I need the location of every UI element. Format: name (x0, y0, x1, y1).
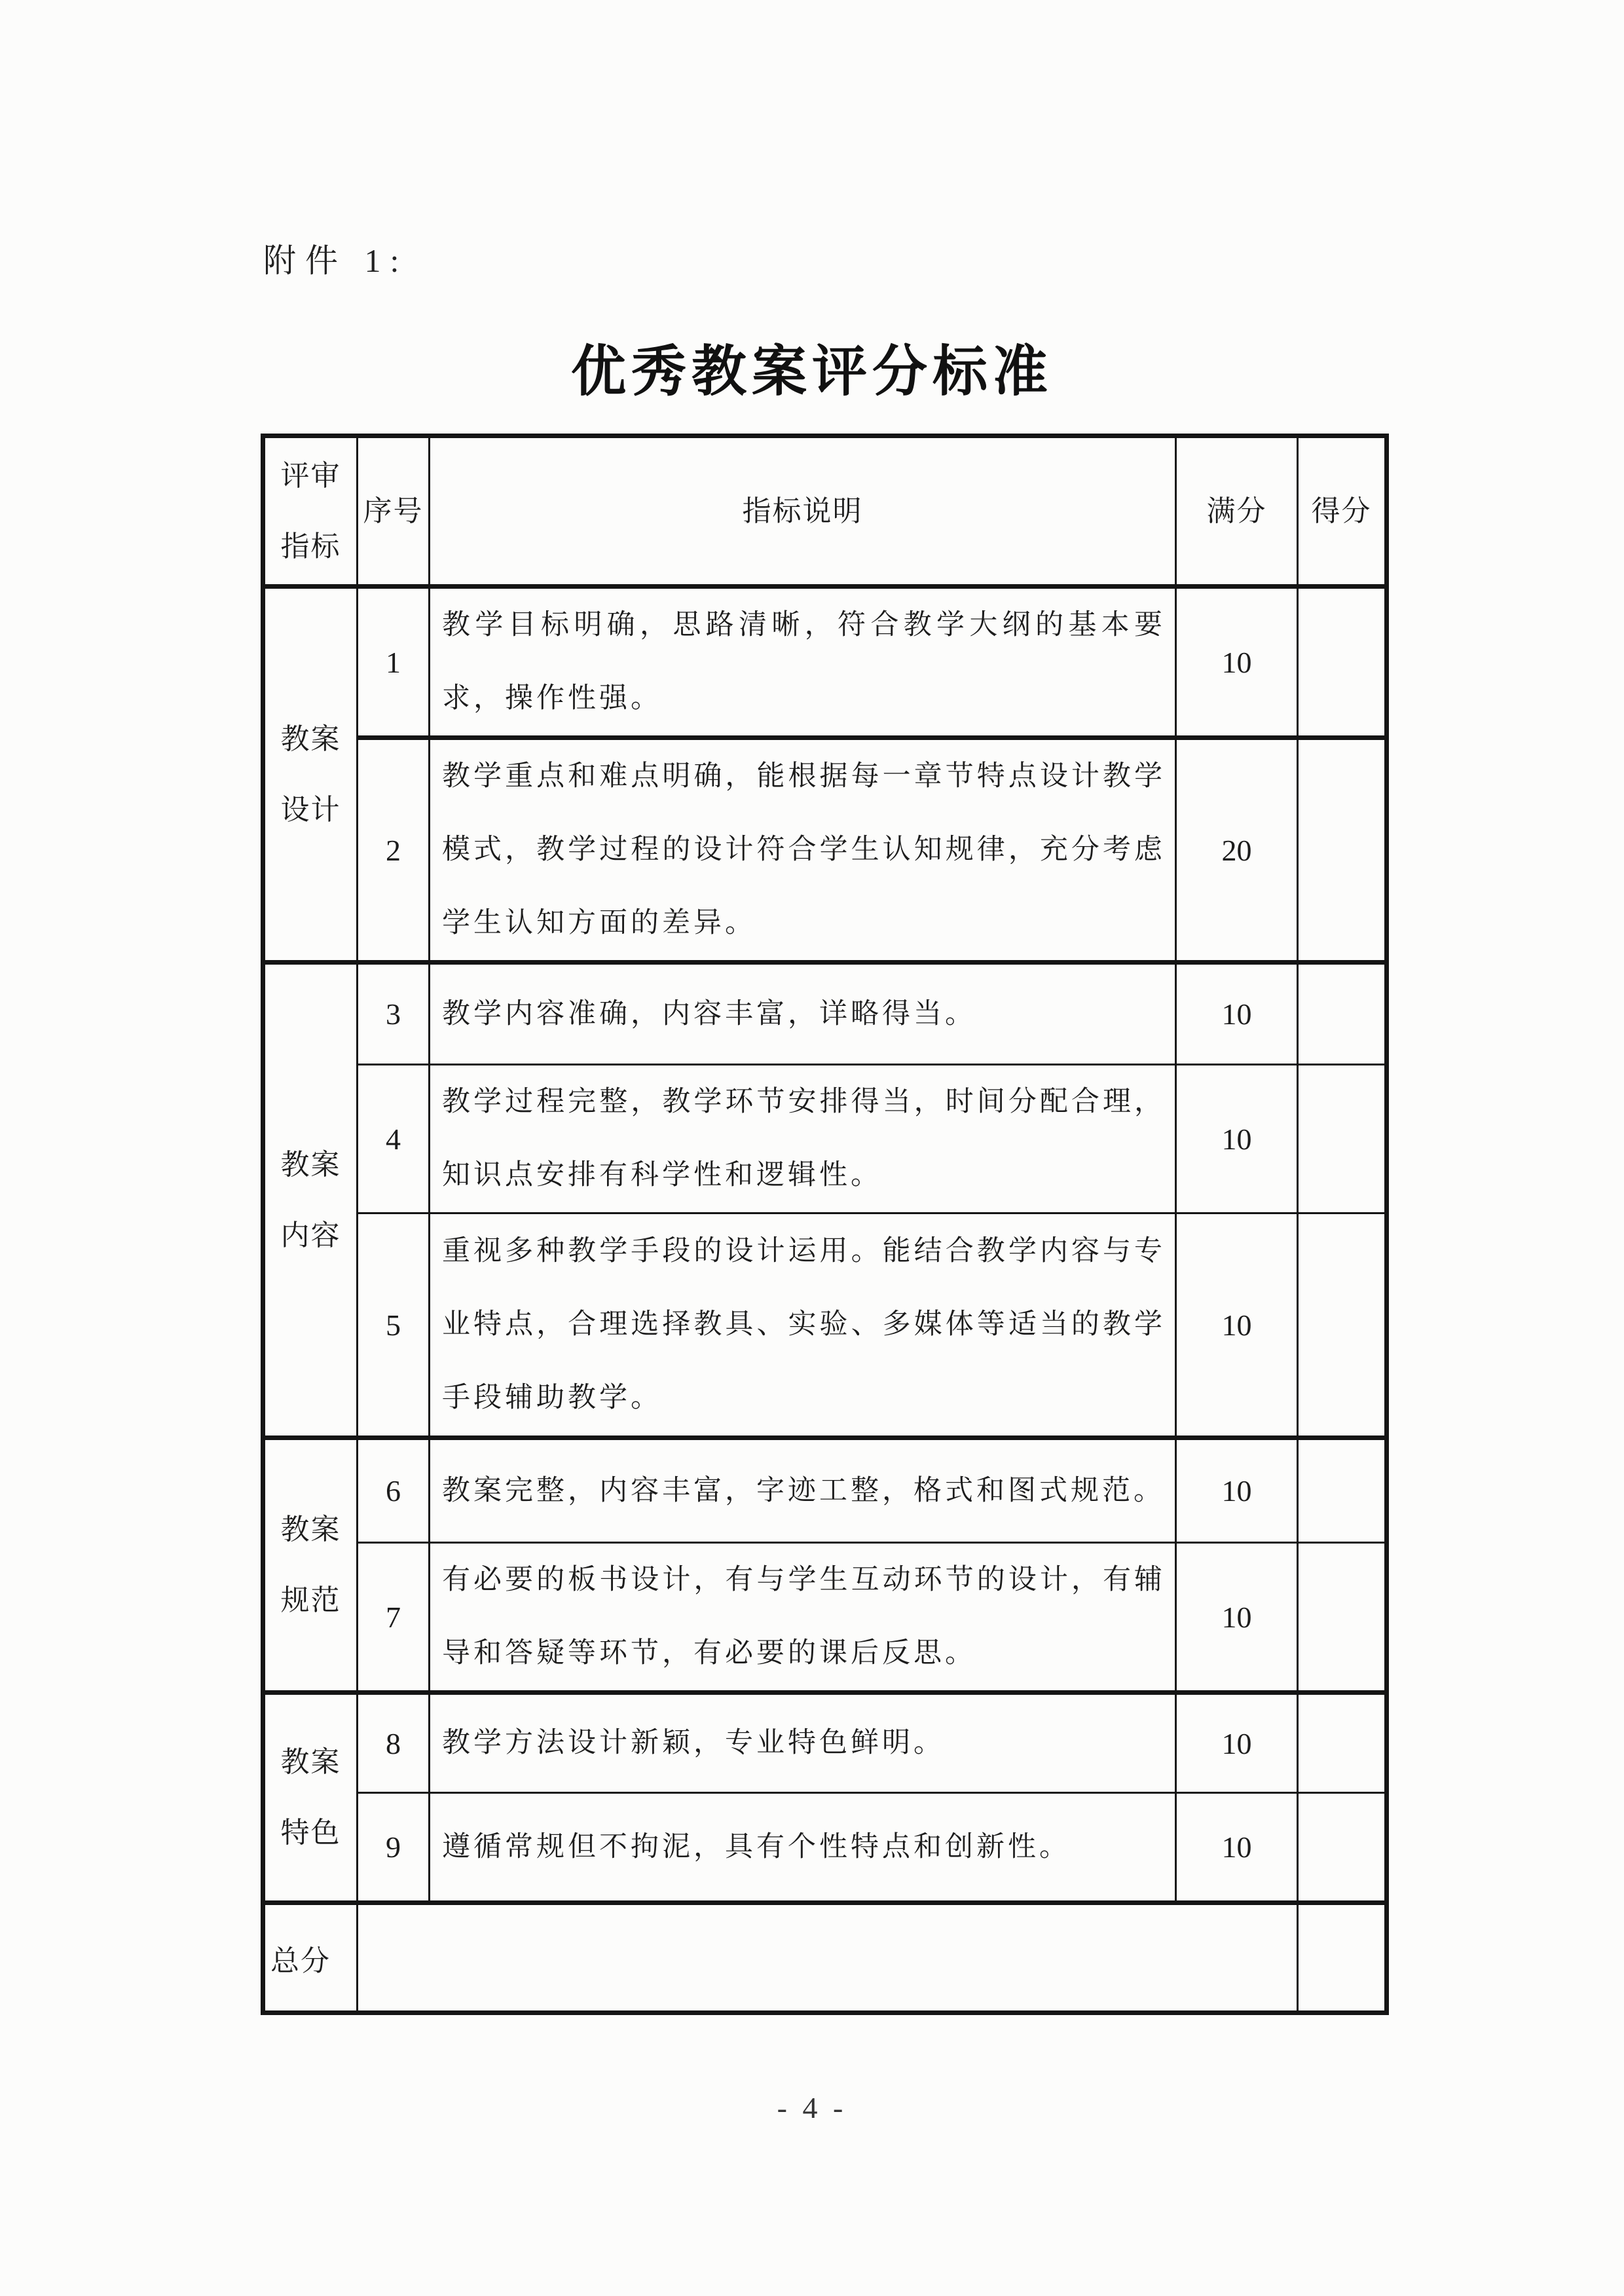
table-row (263, 1213, 1387, 1438)
description-cell: 教学内容准确，内容丰富，详略得当。 (430, 963, 1176, 1065)
description-cell: 教学过程完整，教学环节安排得当，时间分配合理，知识点安排有科学性和逻辑性。 (430, 1065, 1176, 1213)
index-cell: 1 (358, 587, 430, 738)
index-cell: 8 (358, 1693, 430, 1793)
total-score-cell (1298, 1903, 1387, 2013)
max-score-cell: 10 (1176, 963, 1298, 1065)
table-row (263, 1065, 1387, 1213)
score-cell (1298, 963, 1387, 1065)
table-row (263, 1793, 1387, 1903)
total-value-cell (358, 1903, 1298, 2013)
header-cell-description: 指标说明 (430, 436, 1176, 587)
index-cell: 2 (358, 738, 430, 963)
total-label-cell: 总分 (263, 1903, 358, 2013)
category-cell-standards: 教案规范 (263, 1438, 358, 1693)
score-cell (1298, 1438, 1387, 1543)
category-cell-content: 教案内容 (263, 963, 358, 1438)
index-cell: 9 (358, 1793, 430, 1903)
table-row (263, 587, 1387, 738)
page-number: - 4 - (777, 2091, 847, 2124)
header-cell-score: 得分 (1298, 436, 1387, 587)
score-cell (1298, 1693, 1387, 1793)
index-cell: 5 (358, 1213, 430, 1438)
max-score-cell: 10 (1176, 1438, 1298, 1543)
description-cell: 教案完整，内容丰富，字迹工整，格式和图式规范。 (430, 1438, 1176, 1543)
max-score-cell: 10 (1176, 1793, 1298, 1903)
score-cell (1298, 587, 1387, 738)
table-row (263, 1543, 1387, 1693)
score-cell (1298, 738, 1387, 963)
category-cell-features: 教案特色 (263, 1693, 358, 1903)
max-score-cell: 20 (1176, 738, 1298, 963)
score-cell (1298, 1793, 1387, 1903)
table-row (263, 1693, 1387, 1793)
max-score-cell: 10 (1176, 1065, 1298, 1213)
attachment-label: 附件 1: (263, 242, 409, 279)
max-score-cell: 10 (1176, 1543, 1298, 1693)
table-header-row (263, 436, 1387, 587)
table-row (263, 738, 1387, 963)
max-score-cell: 10 (1176, 1213, 1298, 1438)
score-cell (1298, 1213, 1387, 1438)
header-cell-max-score: 满分 (1176, 436, 1298, 587)
description-cell: 教学重点和难点明确，能根据每一章节特点设计教学模式，教学过程的设计符合学生认知规律，充分考虑学生认知方面的差异。 (430, 738, 1176, 963)
description-cell: 重视多种教学手段的设计运用。能结合教学内容与专业特点，合理选择教具、实验、多媒体等适当的教学手段辅助教学。 (430, 1213, 1176, 1438)
index-cell: 7 (358, 1543, 430, 1693)
index-cell: 6 (358, 1438, 430, 1543)
category-cell-design: 教案设计 (263, 587, 358, 963)
total-row (263, 1903, 1387, 2013)
header-cell-index: 序号 (358, 436, 430, 587)
description-cell: 教学方法设计新颖，专业特色鲜明。 (430, 1693, 1176, 1793)
index-cell: 3 (358, 963, 430, 1065)
index-cell: 4 (358, 1065, 430, 1213)
page-title: 优秀教案评分标准 (570, 342, 1053, 403)
table-row (263, 963, 1387, 1065)
description-cell: 遵循常规但不拘泥，具有个性特点和创新性。 (430, 1793, 1176, 1903)
description-cell: 有必要的板书设计，有与学生互动环节的设计，有辅导和答疑等环节，有必要的课后反思。 (430, 1543, 1176, 1693)
table-row (263, 1438, 1387, 1543)
description-cell: 教学目标明确，思路清晰，符合教学大纲的基本要求，操作性强。 (430, 587, 1176, 738)
header-cell-category: 评审指标 (263, 436, 358, 587)
max-score-cell: 10 (1176, 1693, 1298, 1793)
max-score-cell: 10 (1176, 587, 1298, 738)
scoring-table (261, 434, 1389, 2015)
score-cell (1298, 1543, 1387, 1693)
score-cell (1298, 1065, 1387, 1213)
